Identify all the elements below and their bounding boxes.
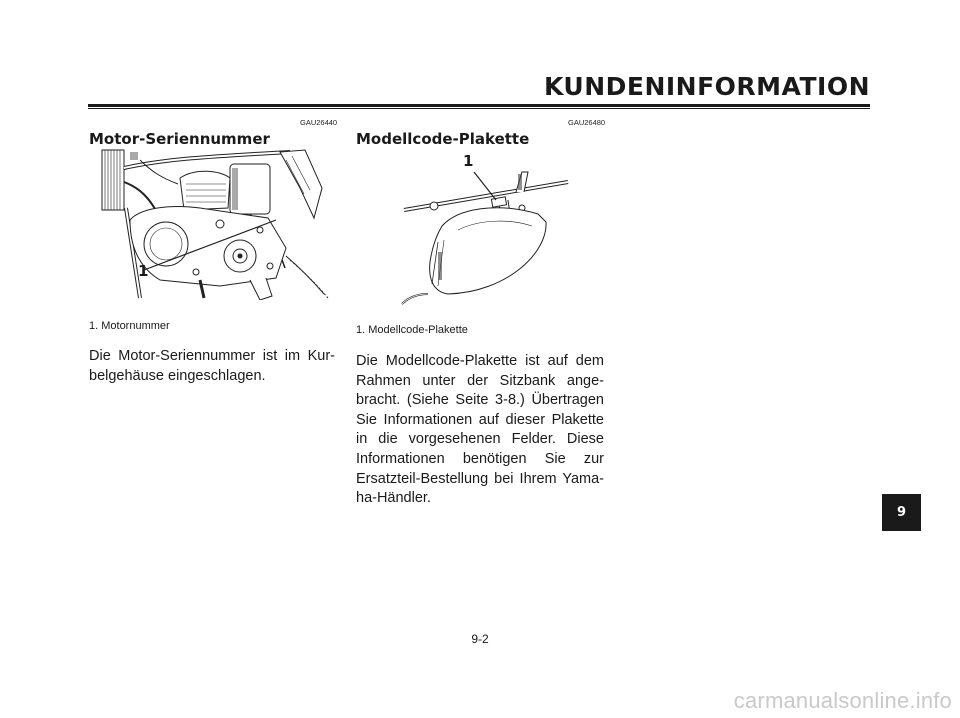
- section-title: KUNDENINFORMATION: [543, 72, 870, 101]
- right-reference-code: GAU26480: [568, 118, 606, 127]
- right-body-line: in die vorgesehenen Felder. Diese: [356, 431, 604, 448]
- right-body-line: ha-Händler.: [356, 490, 431, 507]
- right-body-line: Sie Informationen auf dieser Plakette: [356, 411, 604, 428]
- right-callout-number: 1: [463, 152, 474, 170]
- right-heading: Modellcode-Plakette: [356, 130, 530, 148]
- model-label-illustration: [398, 152, 588, 312]
- engine-illustration: [100, 148, 332, 300]
- right-caption: 1. Modellcode-Plakette: [356, 324, 468, 336]
- right-body-line: Ersatzteil-Bestellung bei Ihrem Yama-: [356, 470, 604, 487]
- left-body-line: belgehäuse eingeschlagen.: [89, 367, 266, 384]
- right-body-line: bracht. (Siehe Seite 3-8.) Übertragen: [356, 392, 604, 409]
- right-body-line: Rahmen unter der Sitzbank ange-: [356, 372, 604, 389]
- watermark: carmanualsonline.info: [733, 688, 952, 713]
- left-callout-number: 1: [138, 262, 149, 280]
- page-number: 9-2: [471, 632, 489, 646]
- right-body-line: Die Modellcode-Plakette ist auf dem: [356, 353, 604, 369]
- left-reference-code: GAU26440: [300, 118, 338, 127]
- chapter-tab: 9: [882, 494, 921, 531]
- right-body-line: Informationen benötigen Sie zur: [356, 450, 604, 467]
- left-caption: 1. Motornummer: [89, 320, 170, 332]
- left-heading: Motor-Seriennummer: [89, 130, 270, 148]
- header-rule-thin: [88, 108, 870, 109]
- left-body-text: [89, 347, 335, 386]
- header-rule-thick: [88, 104, 870, 107]
- left-body-line: Die Motor-Seriennummer ist im Kur-: [89, 348, 335, 364]
- right-body-text: [356, 352, 604, 509]
